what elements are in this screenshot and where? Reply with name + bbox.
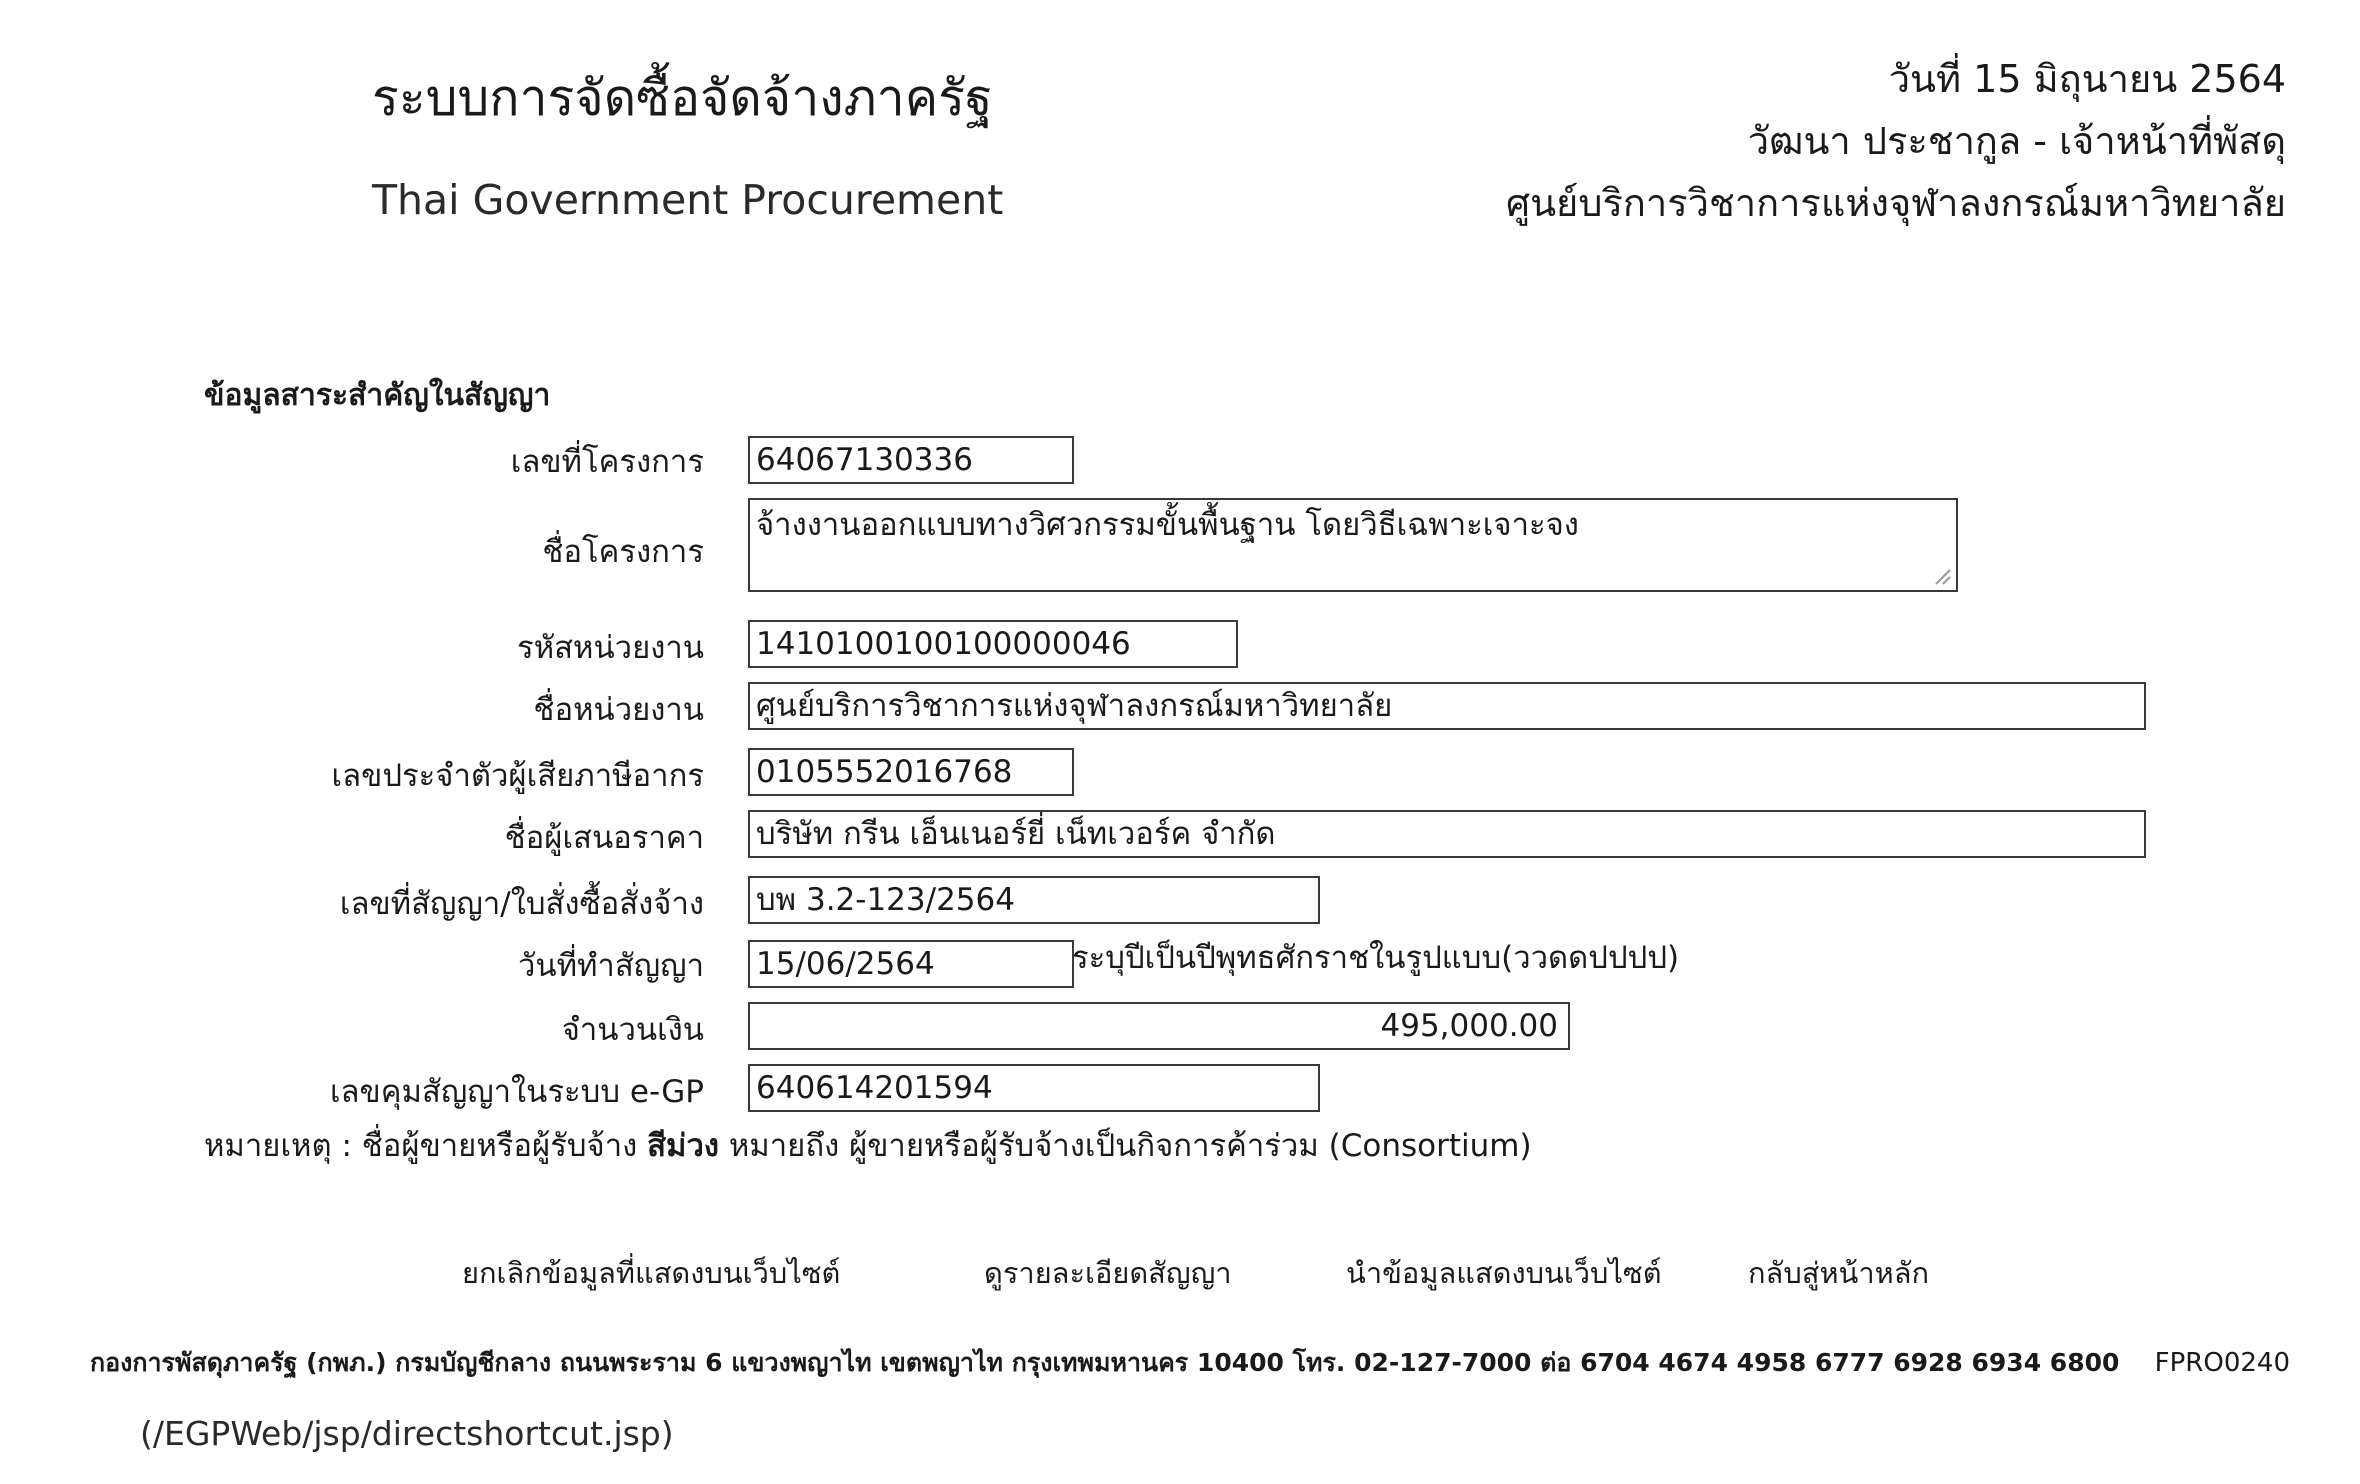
back-home-link[interactable]: กลับสู่หน้าหลัก [1748,1256,1930,1290]
header-info [1506,48,2286,234]
header-date: วันที่ 15 มิถุนายน 2564 [1888,57,2286,101]
contract-date-field[interactable]: 15/06/2564 [748,940,1074,988]
label-bidder-name: ชื่อผู้เสนอราคา [504,820,704,856]
unit-name-field[interactable]: ศูนย์บริการวิชาการแห่งจุฬาลงกรณ์มหาวิทยาลัย [748,682,2146,730]
project-name-value: จ้างงานออกแบบทางวิศวกรรมขั้นพื้นฐาน โดยวิธีเฉพาะเจาะจง [756,507,1579,543]
note-highlight: สีม่วง [647,1128,720,1164]
label-amount: จำนวนเงิน [561,1012,704,1048]
label-unit-name: ชื่อหน่วยงาน [533,692,704,728]
system-title-th: ระบบการจัดซื้อจัดจ้างภาครัฐ [372,69,993,127]
resize-grip-icon[interactable] [1930,564,1952,586]
header-agency: ศูนย์บริการวิชาการแห่งจุฬาลงกรณ์มหาวิทยาลัย [1505,181,2286,225]
system-title-en: Thai Government Procurement [372,176,1004,224]
egp-control-no-field[interactable]: 640614201594 [748,1064,1320,1112]
consortium-note [204,1128,1532,1165]
label-contract-no: เลขที่สัญญา/ใบสั่งซื้อสั่งจ้าง [339,886,704,922]
header-user: วัฒนา ประชากูล - เจ้าหน้าที่พัสดุ [1747,119,2286,163]
note-suffix: หมายถึง ผู้ขายหรือผู้รับจ้างเป็นกิจการค้าร่วม (Consortium) [728,1128,1532,1164]
note-prefix: หมายเหตุ : ชื่อผู้ขายหรือผู้รับจ้าง [204,1128,638,1164]
label-project-no: เลขที่โครงการ [510,444,704,480]
section-title: ข้อมูลสาระสำคัญในสัญญา [204,378,551,413]
amount-field[interactable]: 495,000.00 [748,1002,1570,1050]
unit-code-field[interactable]: 1410100100100000046 [748,620,1238,668]
project-no-field[interactable]: 64067130336 [748,436,1074,484]
tax-id-field[interactable]: 0105552016768 [748,748,1074,796]
contract-no-field[interactable]: บพ 3.2-123/2564 [748,876,1320,924]
contract-date-hint: ระบุปีเป็นปีพุทธศักราชในรูปแบบ(ววดดปปปป) [1072,940,1680,976]
page-code: FPRO0240 [2154,1348,2290,1378]
page-url: (/EGPWeb/jsp/directshortcut.jsp) [140,1414,674,1453]
label-egp-control-no: เลขคุมสัญญาในระบบ e-GP [329,1074,704,1110]
publish-display-link[interactable]: นำข้อมูลแสดงบนเว็บไซต์ [1346,1256,1662,1290]
label-unit-code: รหัสหน่วยงาน [517,630,704,666]
view-contract-link[interactable]: ดูรายละเอียดสัญญา [984,1256,1232,1290]
label-project-name: ชื่อโครงการ [542,534,704,570]
label-tax-id: เลขประจำตัวผู้เสียภาษีอากร [331,758,704,794]
label-contract-date: วันที่ทำสัญญา [517,948,704,984]
cancel-display-link[interactable]: ยกเลิกข้อมูลที่แสดงบนเว็บไซต์ [462,1256,841,1290]
footer-address: กองการพัสดุภาครัฐ (กพภ.) กรมบัญชีกลาง ถนนพระราม 6 แขวงพญาไท เขตพญาไท กรุงเทพมหานคร 10400 โทร. 02-127-7000 ต่อ 6704 4674 4958 6777 6928 6934 6800 [90,1348,2120,1377]
bidder-name-field[interactable]: บริษัท กรีน เอ็นเนอร์ยี่ เน็ทเวอร์ค จำกัด [748,810,2146,858]
project-name-textarea[interactable] [748,498,1958,592]
